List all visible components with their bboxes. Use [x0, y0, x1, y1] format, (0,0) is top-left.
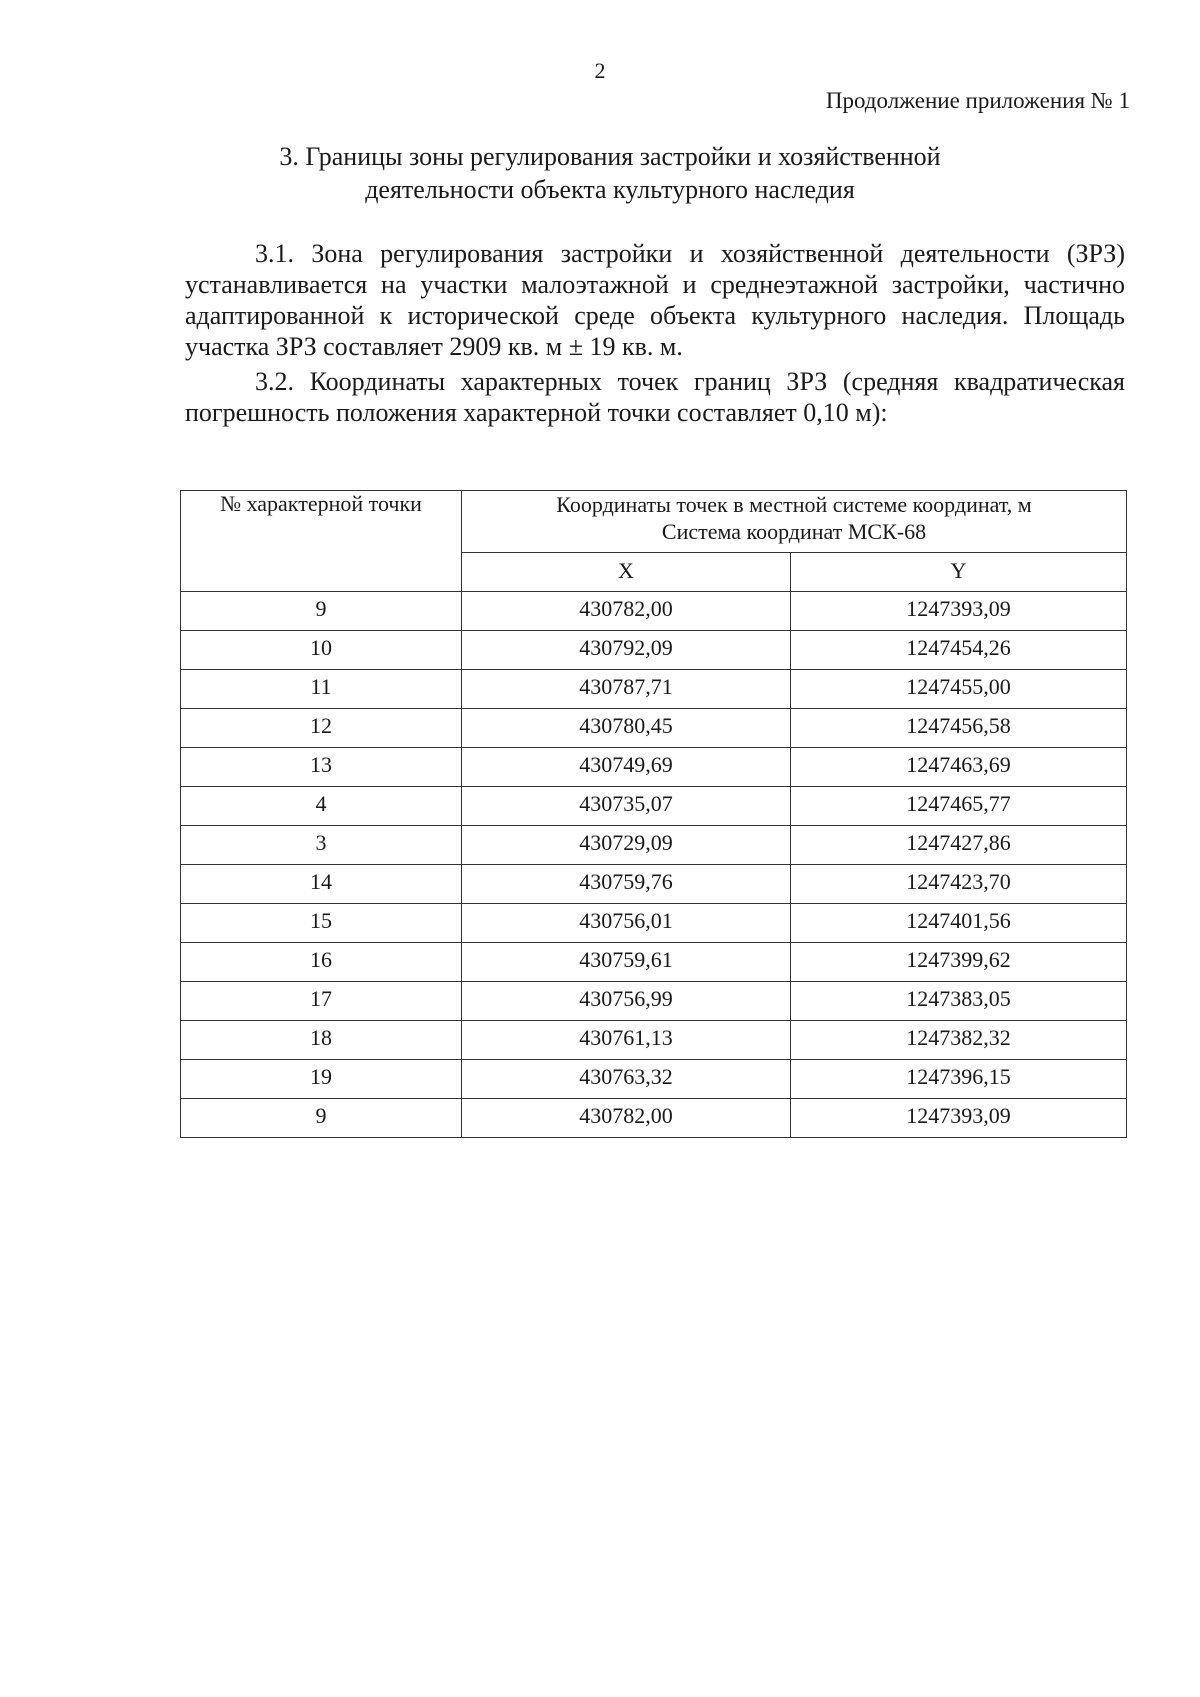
- coordinates-table-body: [181, 592, 1127, 1138]
- cell-x: 430782,00: [462, 1099, 791, 1138]
- cell-x: 430782,00: [462, 592, 791, 631]
- cell-x: 430759,76: [462, 865, 791, 904]
- cell-y: 1247383,05: [791, 982, 1127, 1021]
- paragraph-3-2: [185, 366, 1125, 428]
- table-row: [181, 670, 1127, 709]
- header-coordinate-system-line-1: Координаты точек в местной системе координат, м: [556, 492, 1032, 517]
- table-row: [181, 1099, 1127, 1138]
- cell-y: 1247399,62: [791, 943, 1127, 982]
- cell-point: 12: [181, 709, 462, 748]
- table-row: [181, 709, 1127, 748]
- cell-x: 430749,69: [462, 748, 791, 787]
- paragraph-3-1: [185, 238, 1125, 362]
- cell-point: 18: [181, 1021, 462, 1060]
- cell-point: 19: [181, 1060, 462, 1099]
- cell-y: 1247465,77: [791, 787, 1127, 826]
- section-title: [180, 140, 1040, 206]
- table-row: [181, 1060, 1127, 1099]
- cell-y: 1247455,00: [791, 670, 1127, 709]
- cell-y: 1247396,15: [791, 1060, 1127, 1099]
- cell-x: 430780,45: [462, 709, 791, 748]
- cell-point: 9: [181, 1099, 462, 1138]
- cell-x: 430756,99: [462, 982, 791, 1021]
- cell-point: 14: [181, 865, 462, 904]
- cell-y: 1247401,56: [791, 904, 1127, 943]
- cell-x: 430729,09: [462, 826, 791, 865]
- table-row: [181, 592, 1127, 631]
- cell-point: 15: [181, 904, 462, 943]
- table-row: [181, 826, 1127, 865]
- table-row: [181, 631, 1127, 670]
- coordinates-table: [180, 490, 1127, 1138]
- cell-y: 1247463,69: [791, 748, 1127, 787]
- cell-x: 430787,71: [462, 670, 791, 709]
- table-row: [181, 982, 1127, 1021]
- cell-point: 16: [181, 943, 462, 982]
- cell-y: 1247454,26: [791, 631, 1127, 670]
- cell-x: 430761,13: [462, 1021, 791, 1060]
- cell-y: 1247456,58: [791, 709, 1127, 748]
- appendix-note: Продолжение приложения № 1: [825, 88, 1130, 113]
- header-coordinate-system-line-2: Система координат МСК-68: [661, 519, 927, 544]
- cell-point: 17: [181, 982, 462, 1021]
- table-row: [181, 865, 1127, 904]
- cell-point: 3: [181, 826, 462, 865]
- section-title-line-2: деятельности объекта культурного наследия: [365, 175, 855, 204]
- header-y: Y: [791, 553, 1127, 592]
- paragraph-3-1-text: 3.1. Зона регулирования застройки и хозяйственной деятельности (ЗРЗ) устанавливается на участки малоэтажной и среднеэтажной застройки, частично адаптированной к исторической среде объекта культурного наследия. Площадь участка ЗРЗ составляет 2909 кв. м ± 19 кв. м.: [185, 239, 1125, 361]
- cell-x: 430759,61: [462, 943, 791, 982]
- table-row: [181, 748, 1127, 787]
- cell-y: 1247423,70: [791, 865, 1127, 904]
- table-row: [181, 943, 1127, 982]
- cell-point: 10: [181, 631, 462, 670]
- cell-x: 430735,07: [462, 787, 791, 826]
- cell-y: 1247393,09: [791, 592, 1127, 631]
- cell-x: 430792,09: [462, 631, 791, 670]
- cell-point: 9: [181, 592, 462, 631]
- cell-point: 4: [181, 787, 462, 826]
- cell-y: 1247393,09: [791, 1099, 1127, 1138]
- cell-x: 430763,32: [462, 1060, 791, 1099]
- table-row: [181, 787, 1127, 826]
- cell-point: 13: [181, 748, 462, 787]
- paragraph-3-2-text: 3.2. Координаты характерных точек границ ЗРЗ (средняя квадратическая погрешность положения характерной точки составляет 0,10 м):: [185, 367, 1125, 427]
- page-number: 2: [594, 58, 606, 83]
- cell-y: 1247427,86: [791, 826, 1127, 865]
- header-coordinate-system: [462, 491, 1127, 553]
- cell-point: 11: [181, 670, 462, 709]
- header-point-number: № характерной точки: [181, 491, 462, 592]
- table-row: [181, 1021, 1127, 1060]
- section-title-line-1: 3. Границы зоны регулирования застройки и хозяйственной: [279, 142, 941, 171]
- table-row: [181, 904, 1127, 943]
- cell-x: 430756,01: [462, 904, 791, 943]
- cell-y: 1247382,32: [791, 1021, 1127, 1060]
- header-x: X: [462, 553, 791, 592]
